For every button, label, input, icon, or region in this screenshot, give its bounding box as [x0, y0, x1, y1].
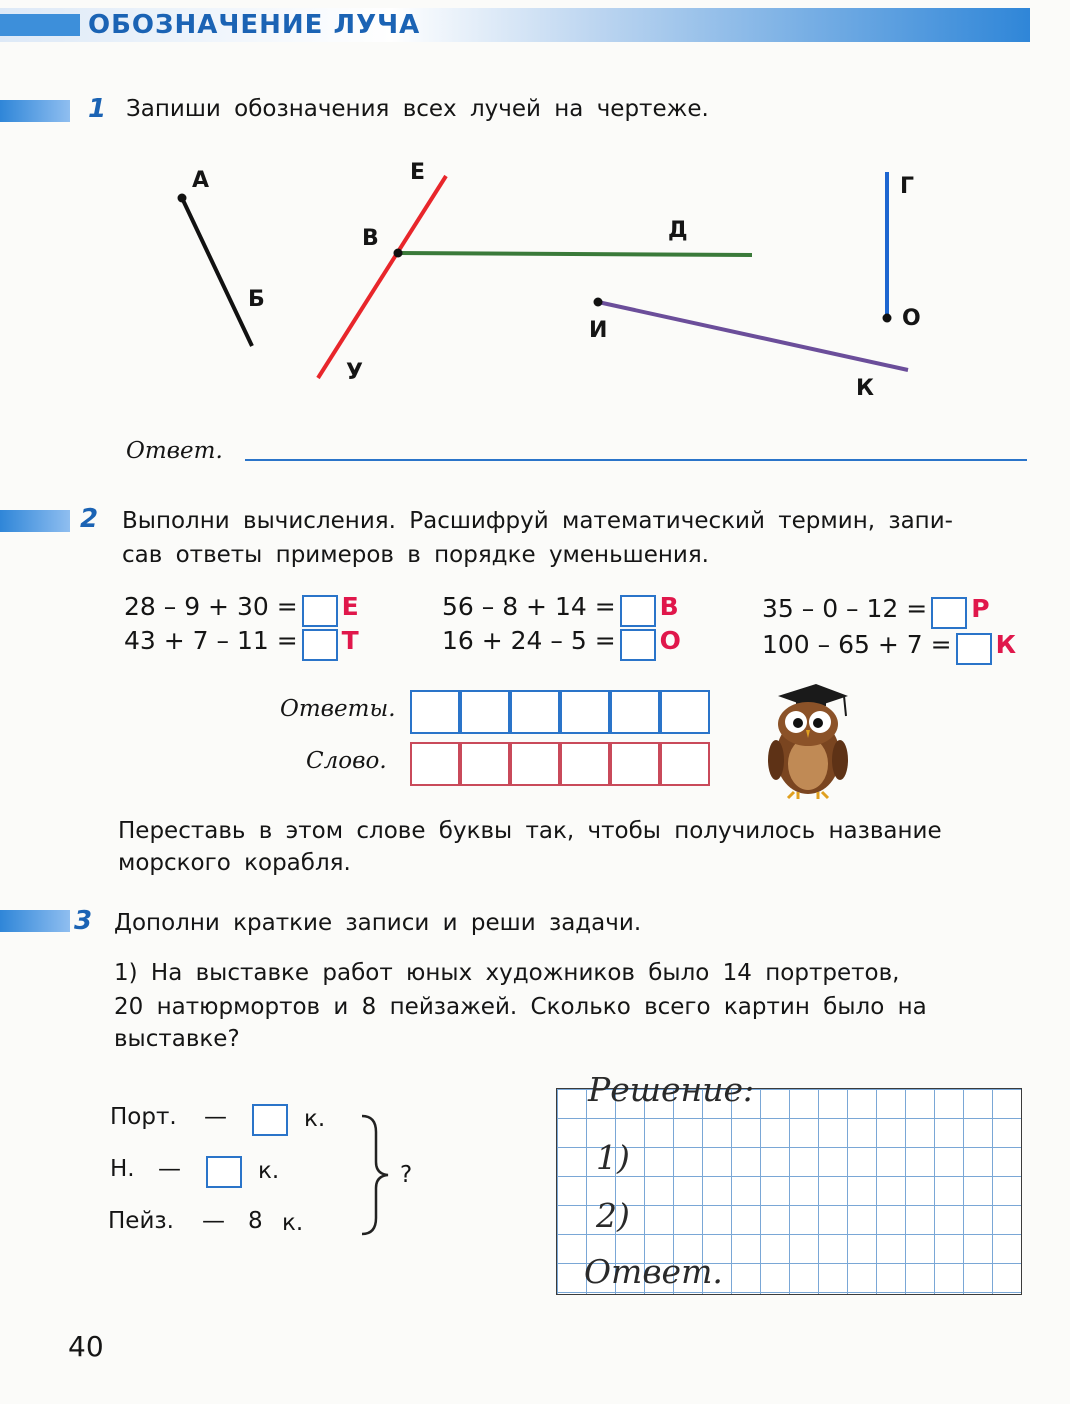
example-expr: 28 – 9 + 30 =: [124, 592, 298, 621]
task-3-number: 3: [74, 906, 93, 936]
page-title: ОБОЗНАЧЕНИЕ ЛУЧА: [88, 10, 421, 40]
short-portraits: [110, 1104, 177, 1130]
example-letter: Р: [971, 594, 990, 623]
task-2-bar: [0, 510, 70, 532]
page-number: 40: [68, 1330, 104, 1363]
word-label: Слово.: [306, 748, 387, 774]
example-letter: В: [659, 592, 679, 621]
answer-cell[interactable]: [610, 690, 660, 734]
task-1-bar: [0, 100, 70, 122]
label-g: Г: [900, 174, 915, 199]
point-a: [178, 194, 187, 203]
rearrange-line1: Переставь в этом слове буквы так, чтобы получилось название: [118, 818, 942, 844]
ray-ik: [598, 302, 908, 370]
word-cell[interactable]: [660, 742, 710, 786]
example-1: [124, 592, 359, 627]
word-cell[interactable]: [510, 742, 560, 786]
short-unit: к.: [282, 1210, 304, 1236]
task-2-text-line1: Выполни вычисления. Расшифруй математический термин, запи-: [122, 508, 953, 534]
curly-brace: [354, 1112, 394, 1238]
short-unit: к.: [258, 1158, 280, 1184]
example-6: [762, 630, 1016, 665]
short-label: Порт.: [110, 1104, 177, 1130]
solution-answer: Ответ.: [584, 1252, 723, 1291]
point-o: [883, 314, 892, 323]
task-1-answer-label: Ответ.: [126, 438, 223, 464]
answers-cells: [410, 690, 710, 734]
example-letter: О: [659, 626, 681, 655]
label-k: К: [856, 376, 874, 401]
problem-line3: выставке?: [114, 1026, 240, 1052]
point-i: [594, 298, 603, 307]
short-landscapes-label: Пейз.: [108, 1208, 174, 1234]
answer-box[interactable]: [206, 1156, 242, 1188]
example-letter: К: [995, 630, 1017, 659]
answers-label: Ответы.: [280, 696, 396, 722]
answer-box[interactable]: [620, 595, 656, 627]
label-d: Д: [668, 218, 688, 243]
short-value: 8: [248, 1208, 263, 1234]
task-1-answer-line[interactable]: [245, 459, 1027, 461]
answer-cell[interactable]: [660, 690, 710, 734]
short-dash: —: [204, 1104, 227, 1130]
point-v: [394, 249, 403, 258]
owl-icon: [756, 676, 856, 800]
task-3-bar: [0, 910, 70, 932]
label-i: И: [589, 318, 608, 343]
word-cells: [410, 742, 710, 786]
example-expr: 43 + 7 – 11 =: [124, 626, 298, 655]
problem-line1: 1) На выставке работ юных художников было 14 портретов,: [114, 960, 900, 986]
example-letter: Е: [341, 592, 359, 621]
answer-box[interactable]: [302, 595, 338, 627]
answer-box[interactable]: [620, 629, 656, 661]
label-b: Б: [248, 287, 265, 312]
short-still-life-label: Н.: [110, 1156, 135, 1182]
title-bar-accent: [0, 14, 80, 36]
short-unit: к.: [304, 1106, 326, 1132]
answer-cell[interactable]: [560, 690, 610, 734]
short-dash: —: [202, 1208, 225, 1234]
answer-box[interactable]: [956, 633, 992, 665]
answer-box[interactable]: [302, 629, 338, 661]
short-box[interactable]: [252, 1104, 288, 1136]
solution-step2: 2): [596, 1196, 630, 1235]
example-expr: 35 – 0 – 12 =: [762, 594, 928, 623]
label-a: А: [192, 168, 210, 193]
answer-cell[interactable]: [460, 690, 510, 734]
example-expr: 56 – 8 + 14 =: [442, 592, 616, 621]
label-v: В: [362, 226, 379, 251]
question-mark: ?: [400, 1162, 413, 1188]
label-u: У: [346, 360, 363, 385]
task-2-number: 2: [80, 504, 99, 534]
short-box[interactable]: [206, 1156, 242, 1188]
short-dash: —: [158, 1156, 181, 1182]
word-cell[interactable]: [460, 742, 510, 786]
answer-box[interactable]: [252, 1104, 288, 1136]
label-o: О: [902, 306, 921, 331]
task-3-text: Дополни краткие записи и реши задачи.: [114, 910, 642, 936]
solution-step1: 1): [596, 1138, 630, 1177]
ray-ab: [182, 198, 252, 346]
example-5: [762, 594, 990, 629]
ray-ve: [318, 176, 446, 378]
rearrange-line2: морского корабля.: [118, 850, 351, 876]
example-expr: 100 – 65 + 7 =: [762, 630, 952, 659]
word-cell[interactable]: [560, 742, 610, 786]
word-cell[interactable]: [610, 742, 660, 786]
example-2: [124, 626, 359, 661]
solution-title: Решение:: [588, 1070, 755, 1109]
answer-cell[interactable]: [510, 690, 560, 734]
answer-box[interactable]: [931, 597, 967, 629]
ray-vd: [398, 253, 752, 255]
example-letter: Т: [341, 626, 359, 655]
task-1-number: 1: [88, 94, 107, 124]
word-cell[interactable]: [410, 742, 460, 786]
label-e: Е: [410, 160, 426, 185]
task-2-text-line2: сав ответы примеров в порядке уменьшения.: [122, 542, 709, 568]
problem-line2: 20 натюрмортов и 8 пейзажей. Сколько всего картин было на: [114, 994, 927, 1020]
example-3: [442, 592, 679, 627]
example-4: [442, 626, 681, 661]
example-expr: 16 + 24 – 5 =: [442, 626, 616, 655]
task-1-text: Запиши обозначения всех лучей на чертеже.: [126, 96, 709, 122]
answer-cell[interactable]: [410, 690, 460, 734]
